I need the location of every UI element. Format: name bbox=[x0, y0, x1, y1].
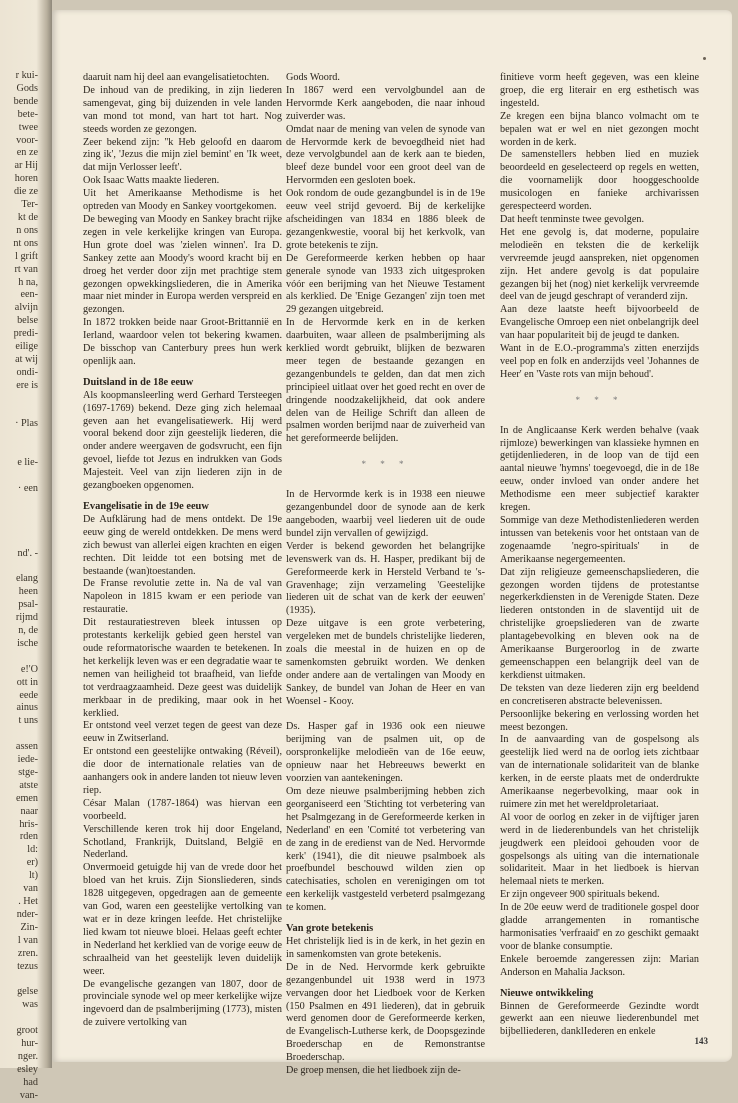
gutter-line: at wij bbox=[15, 353, 38, 365]
column-1 bbox=[83, 72, 282, 1030]
paragraph: Binnen de Gereformeerde Gezindte wordt gewerkt aan een nieuwe liederenbundel met bijbelliederen, danklIederen en enkele bbox=[500, 1000, 699, 1038]
paragraph: Er zijn ongeveer 900 spirituals bekend. bbox=[500, 889, 660, 901]
gutter-line: r kui- bbox=[15, 70, 38, 81]
section-heading: Van grote betekenis bbox=[286, 923, 374, 935]
print-speck bbox=[703, 57, 706, 60]
gutter-line: e!'O bbox=[20, 663, 38, 675]
gutter-line: een- bbox=[20, 289, 38, 301]
gutter-line bbox=[0, 406, 38, 419]
paragraph: Verschillende keren trok hij door Engeland, Schotland, Frankrijk, Duitsland, België en Nederland. bbox=[83, 823, 282, 861]
paragraph: Er ontstond een geestelijke ontwaking (Réveil), die door de internationale relaties van de aanhangers ook in andere landen tot nieuw leven riep. bbox=[83, 746, 282, 796]
paragraph: Ook rondom de oude gezangbundel is in de 19e eeuw veel strijd gevoerd. Bij de kerkelijke afscheidingen van 1834 en 1886 bleek de gezangenkwestie, vooral bij het kerkvolk, van grote betekenis te zijn. bbox=[286, 188, 485, 251]
gutter-line: groot bbox=[16, 1025, 38, 1037]
paragraph: Omdat naar de mening van velen de synode van de Hervormde kerk de bevoegdheid niet had deze vervolgbundel aan de kerk aan te bieden, bleef deze bundel voor een groot deel van de Hervormden een gesloten boek. bbox=[286, 123, 485, 187]
gutter-line: iede- bbox=[17, 754, 38, 766]
gutter-line bbox=[0, 973, 38, 986]
section-heading: Nieuwe ontwikkeling bbox=[500, 987, 594, 999]
paragraph: In de Hervormde kerk is in 1938 een nieuwe gezangenbundel door de synode aan de kerk aangeboden, waarbij veel liederen uit de oude bundel zijn vervallen of gewijzigd. bbox=[286, 489, 485, 539]
paragraph: In 1872 trokken beide naar Groot-Brittannië en Ierland, waardoor velen tot bekering kwamen. De bisschop van Canterbury prees hun werk openlijk aan. bbox=[83, 317, 282, 367]
gutter-line bbox=[0, 560, 38, 573]
gutter-line: l grift bbox=[15, 250, 38, 262]
previous-page-text bbox=[0, 70, 38, 1103]
gutter-line: rden bbox=[19, 831, 38, 843]
paragraph: Als koopmansleerling werd Gerhard Tersteegen (1697-1769) bekend. Deze ging zich helemaal geven aan het evangelisatiewerk. Hij werd vooral bekend door zijn geestelijk liederen, die onder andere weergaven de godsvrucht, een fijn gevoel, liefde tot Jezus en indrukken van Gods Majesteit. Veel van zijn liederen zijn in de gezangboeken opgenomen. bbox=[83, 389, 282, 492]
gutter-line: horen bbox=[14, 173, 38, 185]
gutter-line: n, de bbox=[18, 624, 38, 636]
gutter-line: rijmd bbox=[15, 612, 38, 624]
paragraph: Gods Woord. bbox=[286, 72, 340, 83]
gutter-line: die ze bbox=[13, 186, 38, 198]
page-number: 143 bbox=[694, 1036, 708, 1046]
gutter-line: was bbox=[22, 999, 38, 1011]
paragraph: In de aanvaarding van de gospelsong als geestelijk lied werd na de oorlog iets zichtbaar van de internationale solidariteit van de blanke kerken, in de eerste plaats met de onderdrukte Amerikaanse negerbevolking, maar ook in ruimere zin met het wereldproletariaat. bbox=[500, 734, 699, 810]
gutter-line bbox=[0, 728, 38, 741]
gutter-line: · een bbox=[17, 483, 38, 494]
paragraph: Al voor de oorlog en zeker in de vijftiger jaren werd in de liederenbundels van het christelijk jeugdwerk een pleidooi gehouden voor de gospelsongs als uiting van die internationale solidariteit. Maar in het liedboek is hiervan helemaal niets te merken. bbox=[500, 811, 699, 888]
gutter-line bbox=[0, 651, 38, 664]
paragraph: Dat heeft tenminste twee gevolgen. bbox=[500, 213, 644, 225]
gutter-line: bete- bbox=[17, 108, 38, 120]
gutter-line: ott in bbox=[16, 676, 38, 688]
paragraph: Er ontstond veel verzet tegen de geest van deze eeuw in Zwitserland. bbox=[83, 720, 282, 745]
gutter-line: heen bbox=[18, 586, 38, 598]
gutter-line: emen bbox=[15, 792, 38, 804]
gutter-line: stge- bbox=[18, 766, 38, 778]
gutter-line: atste bbox=[19, 779, 38, 791]
gutter-line: zren. bbox=[17, 947, 38, 959]
gutter-line: Zin- bbox=[20, 921, 38, 933]
paragraph: Verder is bekend geworden het belangrijke levenswerk van ds. H. Hasper, predikant bij de Gereformeerde kerk in Hersteld Verband te 's-Gravenhage; zijn verzameling 'Geestelijke liederen uit de schat van de kerk der eeuwen' (1935). bbox=[286, 540, 485, 617]
paragraph: De samenstellers hebben lied en muziek beoordeeld en geselecteerd op regels en wetten, die voornamelijk door hooggeschoolde musicologen en fanieke archivarissen gerespecteerd worden. bbox=[500, 149, 699, 213]
gutter-line: Gods bbox=[16, 82, 38, 94]
gutter-line: elang bbox=[15, 573, 38, 585]
paragraph: César Malan (1787-1864) was hiervan een voorbeeld. bbox=[83, 797, 282, 822]
gutter-line bbox=[0, 444, 38, 457]
gutter-line: bende bbox=[13, 95, 38, 107]
gutter-line: belse bbox=[17, 315, 38, 327]
paragraph: Deze uitgave is een grote verbetering, vergeleken met de bundels christelijke liederen, zoals die meestal in de huizen en op de samenkomsten gebruikt worden. We denken onder andere aan de vertalingen van Moody en Sankey, de bundel van Johan de Heer en van Woensel - Kooy. bbox=[286, 618, 485, 707]
gutter-line: kt de bbox=[17, 211, 38, 223]
gutter-line bbox=[0, 522, 38, 535]
gutter-line: ld: bbox=[27, 844, 38, 856]
gutter-line: eilige bbox=[15, 341, 38, 353]
paragraph: Onvermoeid getuigde hij van de vrede door het bloed van het kruis. Zijn Sionsliederen, sinds 1828 uitgegeven, opgedragen aan de gemeente van God, waren een geestelijke vertolking van wat er in deze kringen leefde. Het christelijke lied kwam tot nieuwe bloei. Helaas geeft echter in Nederland het kerklied van de vorige eeuw de schraalheid van het geestelijk leven duidelijk weer. bbox=[83, 862, 282, 977]
gutter-line: nt ons bbox=[13, 237, 38, 249]
gutter-line bbox=[0, 470, 38, 483]
paragraph-gap bbox=[286, 709, 485, 722]
paragraph: daaruit nam hij deel aan evangelisatietochten. bbox=[83, 72, 270, 83]
paragraph: De groep mensen, die het liedboek zijn de- bbox=[286, 1065, 461, 1077]
gutter-line: ainus bbox=[16, 702, 38, 714]
paragraph: Ds. Hasper gaf in 1936 ook een nieuwe berijming van de psalmen uit, op de oorspronkelijke melodieën van de 16e eeuw, opnieuw naar het Hebreeuws bewerkt en voorzien van aantekeningen. bbox=[286, 721, 485, 785]
gutter-line: . Het bbox=[18, 896, 38, 907]
gutter-line: ondi- bbox=[16, 366, 38, 378]
paragraph: De beweging van Moody en Sankey bracht rijke zegen in vele kerkelijke kringen van Europa. Hun grote doel was 'zielen winnen'. Ira D. Sankey zette aan Moody's woord kracht bij en droeg het verder door zijn met prachtige stem gezongen opwekkingsliederen, die in Amerika maar niet minder in Europa werden verspreid en gezongen. bbox=[83, 213, 282, 316]
gutter-line: psal- bbox=[18, 599, 38, 611]
paragraph: De Franse revolutie zette in. Na de val van Napoleon in 1815 kwam er een periode van restauratie. bbox=[83, 578, 282, 616]
gutter-line: naar bbox=[20, 805, 38, 817]
gutter-line: nd'. - bbox=[17, 547, 38, 559]
gutter-line: van bbox=[23, 883, 38, 895]
gutter-line: h na, bbox=[18, 276, 38, 288]
gutter-line: esley bbox=[17, 1063, 38, 1075]
previous-page-edge bbox=[0, 0, 52, 1101]
paragraph: Ze kregen een bijna blanco volmacht om te bepalen wat er wel en niet gezongen mocht worden in de kerk. bbox=[500, 110, 699, 148]
gutter-line: rt van bbox=[14, 263, 38, 275]
paragraph: Het ene gevolg is, dat moderne, populaire melodieën en teksten die de kerkelijk vervreemde jeugd aanspreken, niet opgenomen zijn. Het andere gevolg is dat populaire gezangen bij het (nog) niet kerkelijk vervreemde deel van de jeugd geschrapt of veranderd zijn. bbox=[500, 226, 699, 303]
gutter-line: had bbox=[23, 1076, 38, 1088]
paragraph: Uit het Amerikaanse Methodisme is het optreden van Moody en Sankey voortgekomen. bbox=[83, 188, 282, 213]
gutter-line: voor- bbox=[16, 134, 38, 146]
paragraph: In de Anglicaanse Kerk werden behalve (vaak rijmloze) bewerkingen van klassieke hymnen en getijdenliederen, in de loop van de tijd een aantal nieuwe 'hymns' toegevoegd, die in de 18e eeuw, onder invloed van onder andere het Methodisme een meer subjectief karakter kregen. bbox=[500, 424, 699, 514]
paragraph: Enkele beroemde zangeressen zijn: Marian Anderson en Mahalia Jackson. bbox=[500, 953, 699, 978]
section-heading: Evangelisatie in de 19e eeuw bbox=[83, 501, 209, 512]
paragraph: De Gereformeerde kerken hebben op haar generale synode van 1933 zich uitgesproken vóór een berijming van het Nieuwe Testament als kerklied. De 'Enige Gezangen' zijn toen met 29 gezangen uitgebreid. bbox=[286, 252, 485, 316]
paragraph: De inhoud van de prediking, in zijn liederen samengevat, ging bij duizenden in vele landen van mond tot mond, van hart tot hart. Nog steeds worden ze gezongen. bbox=[83, 84, 282, 135]
paragraph: Aan deze laatste heeft bijvoorbeeld de Evangelische Omroep een niet onbelangrijk deel van haar populariteit bij de jeugd te danken. bbox=[500, 304, 699, 342]
paragraph: De evangelische gezangen van 1807, door de provinciale synode wel op meer kerkelijke wijze ingevoerd dan de psalmberijming (1773), misten de zuivere vertolking van bbox=[83, 978, 282, 1029]
gutter-line: er) bbox=[26, 857, 38, 869]
gutter-line: assen bbox=[15, 741, 38, 753]
paragraph: In de Hervormde kerk en in de kerken daarbuiten, waar alleen de psalmberijming als kerklied wordt gebruikt, blijken de bezwaren meer tegen de bestaande gezangen en gezangenbundels te gelden, dan dat men zich principieel uitlaat over het goed recht en over de dringende noodzakelijkheid, dat ook andere delen van de Heilige Schrift dan alleen de psalmen worden berijmd naar de zuiverheid van het gereformeerde belijden. bbox=[286, 317, 485, 445]
column-2 bbox=[286, 72, 485, 1078]
gutter-line: lt) bbox=[28, 870, 38, 882]
paragraph: Ook Isaac Watts maakte liederen. bbox=[83, 175, 220, 187]
gutter-line: t uns bbox=[18, 715, 38, 727]
paragraph: finitieve vorm heeft gegeven, was een kleine groep, die erg literair en erg esthetisch was ingesteld. bbox=[500, 72, 699, 109]
section-divider: * * * bbox=[361, 459, 410, 470]
paragraph: Het christelijk lied is in de kerk, in het gezin en in samenkomsten van grote betekenis. bbox=[286, 935, 485, 960]
paragraph: De in de Ned. Hervormde kerk gebruikte gezangenbundel uit 1938 werd in 1973 vervangen door het Liedboek voor de Kerken (150 Psalmen en 491 liederen), dat in gebruik werd genomen door de Gereformeerde kerken, de Evangelisch-Lutherse kerk, de Doopsgezinde Broederschap en de Remonstrantse Broederschap. bbox=[286, 961, 485, 1064]
gutter-line bbox=[0, 431, 38, 444]
gutter-line: gelse bbox=[17, 986, 38, 998]
gutter-line: van- bbox=[19, 1089, 38, 1101]
paragraph: Dat zijn religieuze gemeenschapsliederen, die gezongen worden tijdens de protestantse negerkerkdiensten in de Verenigde Staten. Deze liederen ontstonden in de slaventijd uit de christelijke groepsliederen van de zwarte plantagebevolking en bleven ook na de Amerikaanse Burgeroorlog in de zwarte gemeenschappen een belangrijk deel van de kerkdienst uitmaken. bbox=[500, 566, 699, 681]
gutter-line: l van bbox=[17, 934, 38, 946]
gutter-line bbox=[0, 509, 38, 522]
gutter-line: hris- bbox=[19, 818, 38, 830]
gutter-line: ische bbox=[17, 637, 38, 649]
gutter-line: en ze bbox=[16, 147, 38, 159]
gutter-line bbox=[0, 535, 38, 548]
gutter-line: tezus bbox=[17, 960, 38, 972]
gutter-line bbox=[0, 496, 38, 509]
gutter-line: eede bbox=[19, 689, 38, 701]
gutter-line: Ter- bbox=[21, 199, 38, 211]
paragraph: Want in de E.O.-programma's zitten enerzijds veel pop en folk en anderzijds veel 'Johannes de Heer' en 'Vaste rots van mijn behoud'. bbox=[500, 343, 699, 380]
paragraph: De teksten van deze liederen zijn erg beeldend en concretiseren abstracte belevenissen. bbox=[500, 682, 699, 707]
gutter-line: n ons bbox=[16, 224, 38, 236]
gutter-line: predi- bbox=[13, 328, 38, 340]
paragraph: In 1867 werd een vervolgbundel aan de Hervormde Kerk aangeboden, die naar inhoud zuiverder was. bbox=[286, 84, 485, 122]
gutter-line: · Plas bbox=[15, 418, 38, 430]
paragraph: Persoonlijke bekering en verlossing worden het meest bezongen. bbox=[500, 708, 699, 733]
paragraph: In de 20e eeuw werd de traditionele gospel door gladde arrangementen in romantische harmonisaties 'verfraaid' en zo geschikt gemaakt voor de blanke consumptie. bbox=[500, 902, 699, 952]
gutter-line: nder- bbox=[16, 908, 38, 920]
paragraph: Sommige van deze Methodistenliederen werden intussen van betekenis voor het ontstaan van de zogenaamde 'negro-spirituals' in de Amerikaanse negergemeenten. bbox=[500, 515, 699, 565]
column-3 bbox=[500, 72, 699, 1039]
paragraph: De Aufklärung had de mens ontdekt. De 19e eeuw ging de wereld ontdekken. De mens werd zich bewust van allerlei eigen krachten en eigen rechten. Dit leidde tot een botsing met de bestaande (wan)toestanden. bbox=[83, 513, 282, 577]
gutter-line: e lie- bbox=[17, 457, 38, 469]
paragraph: Zeer bekend zijn: ''k Heb geloofd en daarom zing ik', 'Jezus die mijn ziel bemint' en 'Ik weet, dat mijn Verlosser leeft'. bbox=[83, 136, 282, 174]
gutter-line: alvijn bbox=[14, 302, 38, 314]
section-divider: * * * bbox=[575, 394, 624, 405]
gutter-line: nger. bbox=[17, 1050, 38, 1062]
gutter-line bbox=[0, 1012, 38, 1025]
gutter-line bbox=[0, 393, 38, 406]
gutter-line: twee bbox=[18, 121, 38, 133]
gutter-line: ere is bbox=[16, 379, 38, 391]
section-heading: Duitsland in de 18e eeuw bbox=[83, 376, 194, 388]
paragraph: Om deze nieuwe psalmberijming hebben zich georganiseerd een 'Stichting tot verbetering van het Psalmgezang in de Gereformeerde kerken in Nederland' en een 'Comité tot verbetering van de zang in de eredienst van de Ned. Hervormde kerk' (1941), die dit nieuwe psalmboek als proefbundel beschouwd wilden zien op catechisaties, scholen en verenigingen om tot een kerkelijk vastgesteld verbeterd psalmgezang te komen. bbox=[286, 786, 485, 914]
gutter-line: ar Hij bbox=[14, 160, 38, 172]
gutter-line: hur- bbox=[21, 1037, 38, 1049]
paragraph: Dit restauratiestreven bleek intussen op protestants kerkelijk gebied geen herstel van oude reformatorische waarden te betekenen. In het kerkelijk leven was er een degradatie waar te nemen van heiligheid tot braafheid, van liefde tot verdraagzaamheid. Deze geest was duidelijk merkbaar in de prediking, maar ook in het kerklied. bbox=[83, 617, 282, 719]
